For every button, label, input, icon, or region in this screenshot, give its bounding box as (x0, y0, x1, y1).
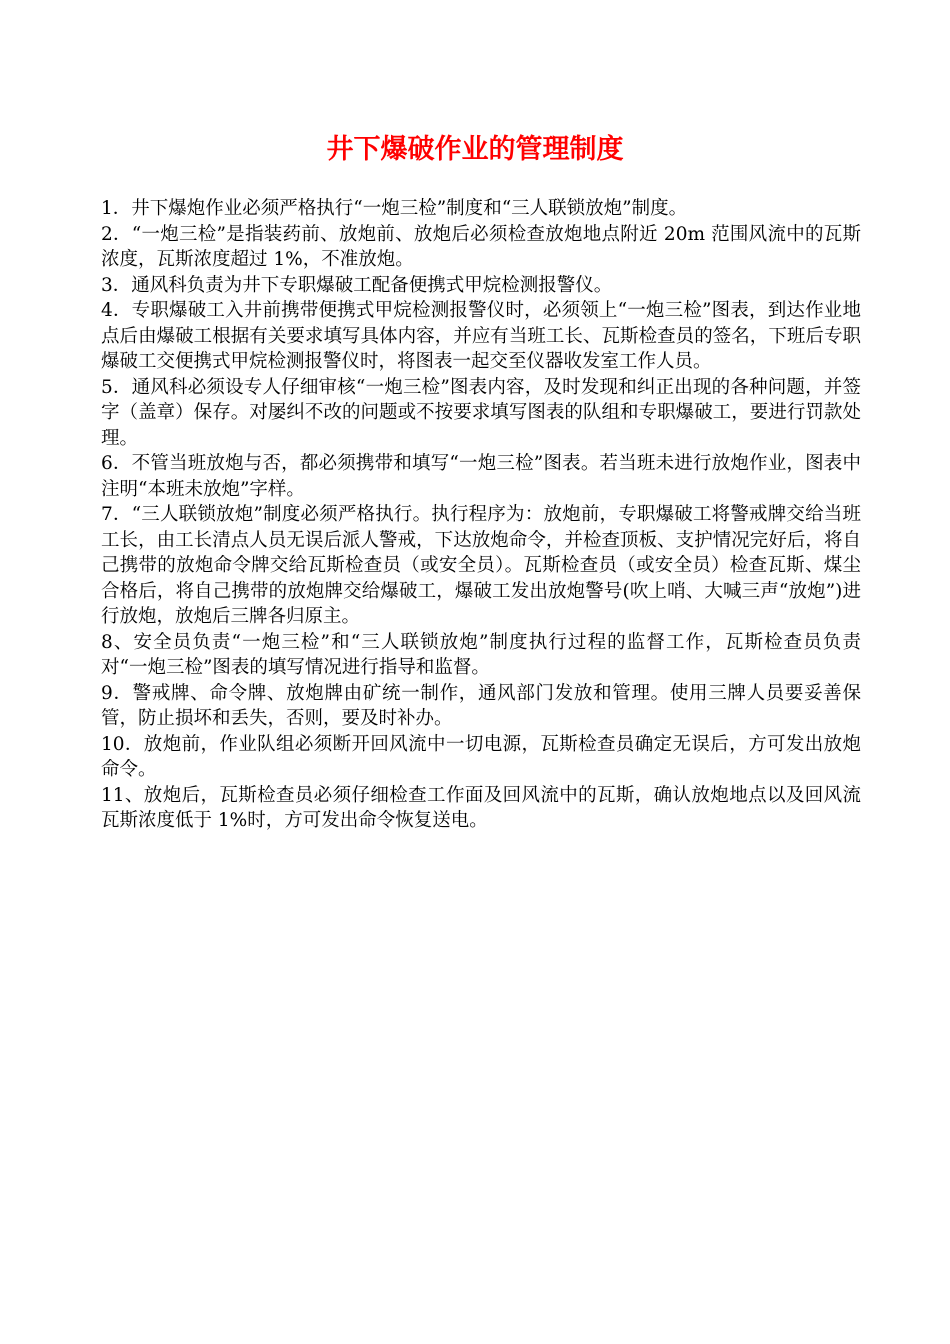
paragraph-3: 3．通风科负责为井下专职爆破工配备便携式甲烷检测报警仪。 (101, 274, 613, 296)
paragraph-11: 11、放炮后，瓦斯检查员必须仔细检查工作面及回风流中的瓦斯，确认放炮地点以及回风流瓦斯浓度低于 1%时，方可发出命令恢复送电。 (101, 784, 861, 831)
paragraph-2: 2．“一炮三检”是指装药前、放炮前、放炮后必须检查放炮地点附近 20m 范围风流中的瓦斯浓度，瓦斯浓度超过 1%，不准放炮。 (101, 223, 861, 270)
document-body (101, 196, 861, 834)
paragraph-4: 4．专职爆破工入井前携带便携式甲烷检测报警仪时，必须领上“一炮三检”图表，到达作业地点后由爆破工根据有关要求填写具体内容，并应有当班工长、瓦斯检查员的签名，下班后专职爆破工交便携式甲烷检测报警仪时，将图表一起交至仪器收发室工作人员。 (101, 300, 861, 372)
paragraph-6: 6．不管当班放炮与否，都必须携带和填写“一炮三检”图表。若当班未进行放炮作业，图表中注明“本班未放炮”字样。 (101, 453, 861, 500)
paragraph-8: 8、安全员负责“一炮三检”和“三人联锁放炮”制度执行过程的监督工作，瓦斯检查员负责对“一炮三检”图表的填写情况进行指导和监督。 (101, 631, 861, 678)
paragraph-10: 10．放炮前，作业队组必须断开回风流中一切电源，瓦斯检查员确定无误后，方可发出放炮命令。 (101, 733, 861, 780)
document-title: 井下爆破作业的管理制度 (326, 134, 624, 165)
paragraph-9: 9．警戒牌、命令牌、放炮牌由矿统一制作，通风部门发放和管理。使用三牌人员要妥善保管，防止损坏和丢失，否则，要及时补办。 (101, 682, 861, 729)
paragraph-1: 1．井下爆炮作业必须严格执行“一炮三检”制度和“三人联锁放炮”制度。 (101, 198, 688, 219)
paragraph-7: 7．“三人联锁放炮”制度必须严格执行。执行程序为：放炮前，专职爆破工将警戒牌交给当班工长，由工长清点人员无误后派人警戒，下达放炮命令，并检查顶板、支护情况完好后，将自己携带的放炮命令牌交给瓦斯检查员（或安全员）。瓦斯检查员（或安全员）检查瓦斯、煤尘合格后，将自己携带的放炮牌交给爆破工，爆破工发出放炮警号(吹上哨、大喊三声“放炮”)进行放炮，放炮后三牌各归原主。 (101, 504, 861, 627)
paragraph-5: 5．通风科必须设专人仔细审核“一炮三检”图表内容，及时发现和纠正出现的各种问题，并签字（盖章）保存。对屡纠不改的问题或不按要求填写图表的队组和专职爆破工，要进行罚款处理。 (101, 376, 861, 449)
